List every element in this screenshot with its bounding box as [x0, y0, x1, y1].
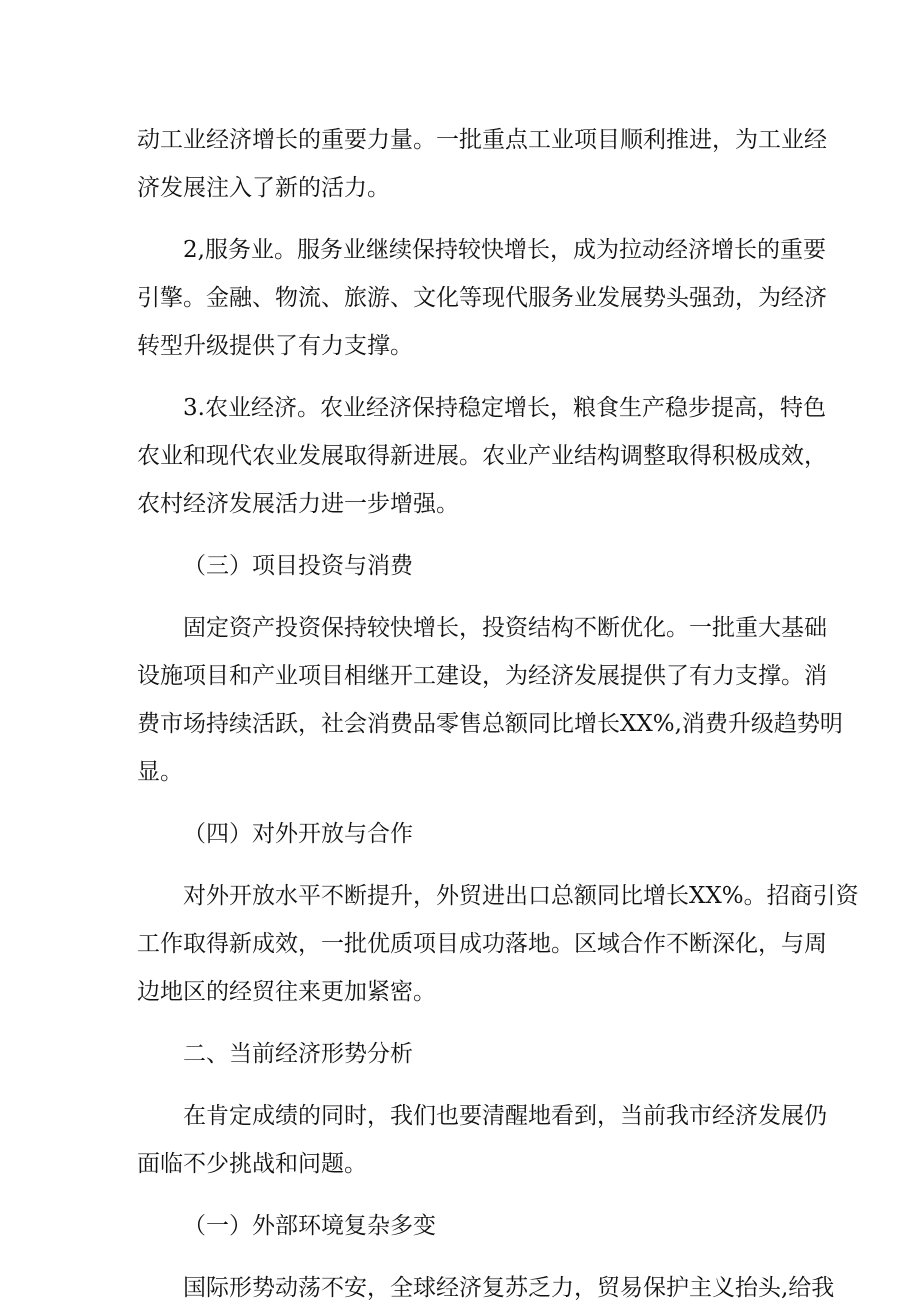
section-heading: （一）外部环境复杂多变: [183, 1213, 436, 1239]
text-line: 农业和现代农业发展取得新进展。农业产业结构调整取得积极成效，: [137, 443, 827, 469]
text-line: 工作取得新成效，一批优质项目成功落地。区域合作不断深化，与周: [137, 931, 827, 957]
text-line: 3.农业经济。农业经济保持稳定增长，粮食生产稳步提高，特色: [183, 395, 826, 421]
text-line: 转型升级提供了有力支撑。: [137, 333, 413, 359]
document-body: [137, 116, 859, 1312]
text-line: 固定资产投资保持较快增长，投资结构不断优化。一批重大基础: [183, 615, 827, 641]
text-line: 显。: [137, 759, 183, 785]
text-line: 2,服务业。服务业继续保持较快增长，成为拉动经济增长的重要: [183, 237, 826, 263]
section-heading: （三）项目投资与消费: [183, 553, 413, 579]
text-line: 面临不少挑战和问题。: [137, 1151, 367, 1177]
text-line: 农村经济发展活力进一步增强。: [137, 491, 459, 517]
text-line: 济发展注入了新的活力。: [137, 175, 390, 201]
text-line: 国际形势动荡不安，全球经济复苏乏力，贸易保护主义抬头,给我: [183, 1275, 835, 1301]
text-line: 设施项目和产业项目相继开工建设，为经济发展提供了有力支撑。消: [137, 663, 827, 689]
text-line: 费市场持续活跃，社会消费品零售总额同比增长XX%,消费升级趋势明: [137, 711, 843, 737]
chapter-heading: 二、当前经济形势分析: [183, 1041, 413, 1067]
text-line: 边地区的经贸往来更加紧密。: [137, 979, 436, 1005]
text-line: 对外开放水平不断提升，外贸进出口总额同比增长XX%。招商引资: [183, 883, 859, 909]
text-line: 引擎。金融、物流、旅游、文化等现代服务业发展势头强劲，为经济: [137, 285, 827, 311]
text-line: 动工业经济增长的重要力量。一批重点工业项目顺利推进，为工业经: [137, 127, 827, 153]
section-heading: （四）对外开放与合作: [183, 821, 413, 847]
text-line: 在肯定成绩的同时，我们也要清醒地看到，当前我市经济发展仍: [183, 1103, 827, 1129]
